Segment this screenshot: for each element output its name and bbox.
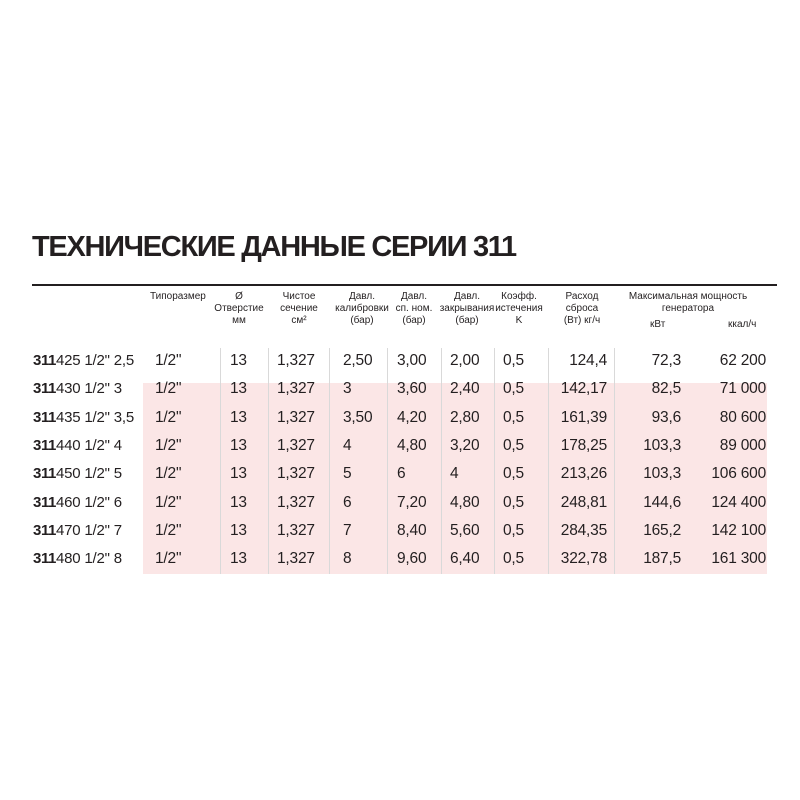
flow-cell: 248,81 [560, 493, 607, 511]
model-name: 425 1/2" 2,5 [56, 352, 134, 369]
coefficient-cell: 0,5 [503, 380, 524, 398]
closing-pressure-cell: 3,20 [450, 436, 480, 454]
calibration-cell: 2,50 [343, 352, 373, 369]
diameter-cell: 13 [230, 521, 247, 539]
calibration-cell: 4 [343, 436, 352, 454]
section-cell: 1,327 [277, 465, 315, 483]
model-cell [33, 546, 122, 572]
header-size: Типоразмер [150, 291, 206, 302]
closing-pressure-cell: 2,00 [450, 352, 480, 369]
coefficient-cell: 0,5 [503, 408, 524, 426]
nominal-pressure-cell: 3,60 [397, 380, 427, 398]
nominal-pressure-cell: 4,20 [397, 408, 427, 426]
coefficient-cell: 0,5 [503, 493, 524, 511]
nominal-pressure-cell: 8,40 [397, 521, 427, 539]
header-calibration: Давл. калибровки (бар) [335, 291, 389, 326]
size-cell: 1/2" [155, 408, 182, 426]
closing-pressure-cell: 2,80 [450, 408, 480, 426]
table-row [0, 348, 800, 374]
power-kw-cell: 187,5 [643, 550, 681, 568]
flow-cell: 213,26 [560, 465, 607, 483]
closing-pressure-cell: 6,40 [450, 550, 480, 568]
power-kcal-cell: 62 200 [719, 352, 766, 369]
series-code: 311 [33, 408, 56, 426]
model-name: 450 1/2" 5 [56, 465, 122, 483]
series-code: 311 [33, 436, 56, 454]
calibration-cell: 6 [343, 493, 352, 511]
title-rule [32, 284, 777, 286]
power-kw-cell: 93,6 [651, 408, 681, 426]
closing-pressure-cell: 5,60 [450, 521, 480, 539]
calibration-cell: 3,50 [343, 408, 373, 426]
coefficient-cell: 0,5 [503, 550, 524, 568]
diameter-cell: 13 [230, 550, 247, 568]
closing-pressure-cell: 4,80 [450, 493, 480, 511]
calibration-cell: 8 [343, 550, 352, 568]
table-row [0, 376, 800, 402]
power-kcal-cell: 80 600 [719, 408, 766, 426]
flow-cell: 284,35 [560, 521, 607, 539]
coefficient-cell: 0,5 [503, 521, 524, 539]
model-name: 480 1/2" 8 [56, 550, 122, 568]
nominal-pressure-cell: 4,80 [397, 436, 427, 454]
header-kw: кВт [650, 319, 666, 330]
coefficient-cell: 0,5 [503, 436, 524, 454]
flow-cell: 142,17 [560, 380, 607, 398]
table-row [0, 405, 800, 431]
model-name: 470 1/2" 7 [56, 521, 122, 539]
section-cell: 1,327 [277, 436, 315, 454]
section-cell: 1,327 [277, 550, 315, 568]
coefficient-cell: 0,5 [503, 465, 524, 483]
calibration-cell: 7 [343, 521, 352, 539]
power-kcal-cell: 71 000 [719, 380, 766, 398]
model-name: 440 1/2" 4 [56, 436, 122, 454]
model-cell [33, 405, 134, 431]
power-kw-cell: 103,3 [643, 436, 681, 454]
power-kw-cell: 165,2 [643, 521, 681, 539]
closing-pressure-cell: 4 [450, 465, 459, 483]
size-cell: 1/2" [155, 352, 182, 369]
power-kcal-cell: 106 600 [711, 465, 766, 483]
flow-cell: 161,39 [560, 408, 607, 426]
model-cell [33, 461, 122, 487]
header-diameter: Ø Отверстие мм [214, 291, 264, 326]
model-name: 460 1/2" 6 [56, 493, 122, 511]
header-max-power: Максимальная мощность генератора [628, 291, 748, 314]
power-kw-cell: 103,3 [643, 465, 681, 483]
power-kw-cell: 82,5 [651, 380, 681, 398]
diameter-cell: 13 [230, 380, 247, 398]
header-kcal: ккал/ч [728, 319, 757, 330]
series-code: 311 [33, 352, 56, 369]
table-row [0, 490, 800, 516]
diameter-cell: 13 [230, 465, 247, 483]
series-code: 311 [33, 493, 56, 511]
calibration-cell: 5 [343, 465, 352, 483]
closing-pressure-cell: 2,40 [450, 380, 480, 398]
flow-cell: 124,4 [569, 352, 607, 369]
header-nominal: Давл. сп. ном. (бар) [395, 291, 433, 326]
series-code: 311 [33, 380, 56, 398]
table-row [0, 433, 800, 459]
size-cell: 1/2" [155, 465, 182, 483]
header-coefficient: Коэфф. истечения K [495, 291, 543, 326]
header-flow: Расход сброса (Вт) кг/ч [563, 291, 601, 326]
series-code: 311 [33, 550, 56, 568]
diameter-cell: 13 [230, 436, 247, 454]
model-cell [33, 518, 122, 544]
size-cell: 1/2" [155, 550, 182, 568]
power-kcal-cell: 161 300 [711, 550, 766, 568]
diameter-cell: 13 [230, 352, 247, 369]
size-cell: 1/2" [155, 436, 182, 454]
table-row [0, 518, 800, 544]
series-code: 311 [33, 521, 56, 539]
diameter-cell: 13 [230, 493, 247, 511]
flow-cell: 178,25 [560, 436, 607, 454]
model-cell [33, 490, 122, 516]
header-section: Чистое сечение см² [280, 291, 318, 326]
model-name: 435 1/2" 3,5 [56, 408, 134, 426]
section-cell: 1,327 [277, 521, 315, 539]
page-title: ТЕХНИЧЕСКИЕ ДАННЫЕ СЕРИИ 311 [32, 231, 516, 263]
section-cell: 1,327 [277, 380, 315, 398]
coefficient-cell: 0,5 [503, 352, 524, 369]
table-row [0, 546, 800, 572]
section-cell: 1,327 [277, 408, 315, 426]
model-cell [33, 433, 122, 459]
nominal-pressure-cell: 7,20 [397, 493, 427, 511]
power-kcal-cell: 142 100 [711, 521, 766, 539]
nominal-pressure-cell: 3,00 [397, 352, 427, 369]
power-kw-cell: 144,6 [643, 493, 681, 511]
diameter-cell: 13 [230, 408, 247, 426]
size-cell: 1/2" [155, 493, 182, 511]
power-kcal-cell: 124 400 [711, 493, 766, 511]
header-closing: Давл. закрывания (бар) [439, 291, 495, 326]
size-cell: 1/2" [155, 521, 182, 539]
nominal-pressure-cell: 6 [397, 465, 406, 483]
power-kcal-cell: 89 000 [719, 436, 766, 454]
flow-cell: 322,78 [560, 550, 607, 568]
nominal-pressure-cell: 9,60 [397, 550, 427, 568]
calibration-cell: 3 [343, 380, 352, 398]
section-cell: 1,327 [277, 352, 315, 369]
model-cell [33, 348, 134, 374]
model-cell [33, 376, 122, 402]
power-kw-cell: 72,3 [651, 352, 681, 369]
section-cell: 1,327 [277, 493, 315, 511]
size-cell: 1/2" [155, 380, 182, 398]
model-name: 430 1/2" 3 [56, 380, 122, 398]
table-row [0, 461, 800, 487]
series-code: 311 [33, 465, 56, 483]
